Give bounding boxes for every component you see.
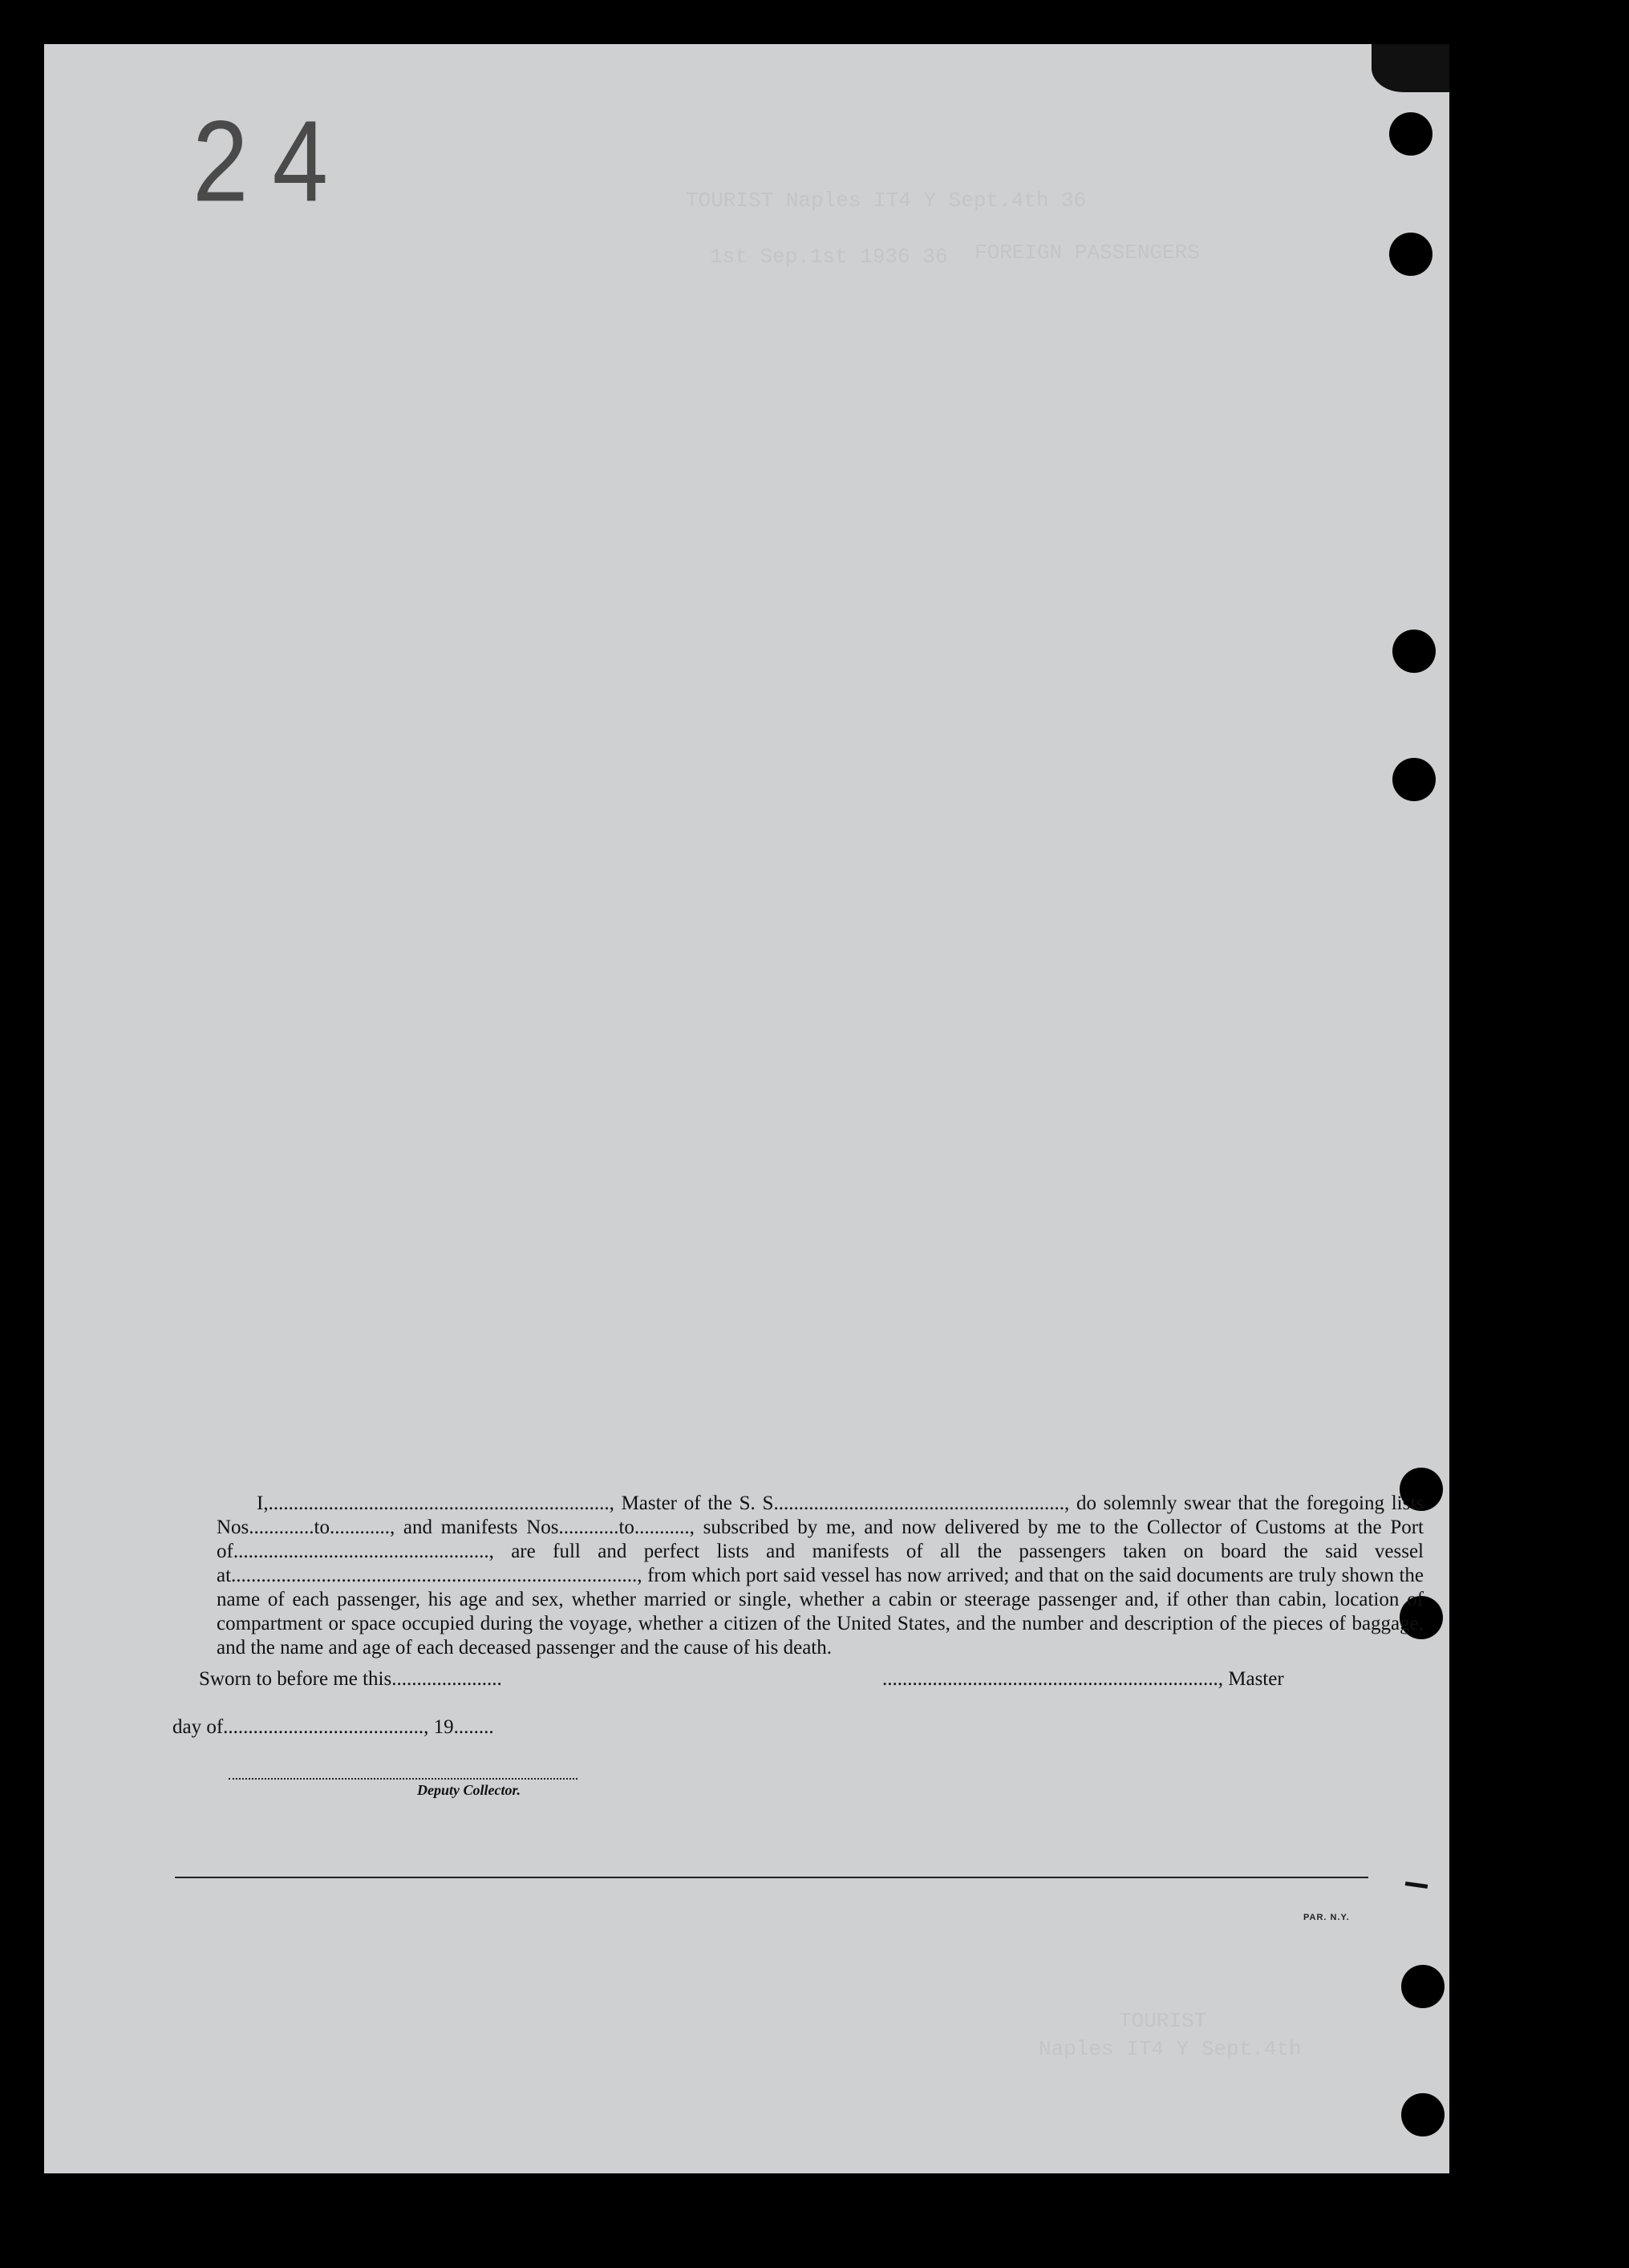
day-line: day of........................................, 19........: [172, 1716, 494, 1738]
bleed-through-text: TOURIST Naples IT4 Y Sept.4th 36: [686, 188, 1087, 213]
bleed-through-text: FOREIGN PASSENGERS: [975, 241, 1200, 265]
torn-corner: [1372, 44, 1449, 92]
punch-hole: [1392, 630, 1436, 673]
master-oath: [217, 1492, 1424, 1660]
master-signature-line: ..................................................................., Master: [882, 1668, 1284, 1690]
deputy-signature-line: [229, 1778, 577, 1780]
punch-hole: [1392, 758, 1436, 801]
punch-hole: [1401, 1965, 1445, 2008]
bleed-through-text: TOURIST: [1119, 2009, 1207, 2033]
sworn-line: Sworn to before me this......................: [199, 1668, 502, 1690]
punch-hole: [1401, 2093, 1445, 2136]
punch-hole: [1389, 112, 1432, 156]
edge-tick: [1405, 1881, 1428, 1889]
punch-hole: [1389, 233, 1432, 276]
page-number: 24: [192, 97, 353, 226]
bleed-through-text: 1st Sep.1st 1936 36: [710, 245, 948, 269]
manifest-page: [44, 44, 1449, 2173]
printer-mark: PAR. N.Y.: [1303, 1913, 1350, 1922]
bleed-through-text: Naples IT4 Y Sept.4th: [1039, 2037, 1302, 2061]
divider-rule: [175, 1877, 1368, 1878]
oath-text: I,...................................................................., Master of the S. S.........................................................., do solemnly swear that the foregoing lists Nos.............to............, and manifests Nos............to..........., subscribed by me, and now delivered by me to the Collector of Customs at the Port of..................................................., are full and perfect lists and manifests of all the passengers taken on board the said vessel at................................................................................., from which port said vessel has now arrived; and that on the said documents are truly shown the name of each passenger, his age and sex, whether married or single, whether a cabin or steerage passenger and, if other than cabin, location of compartment or space occupied during the voyage, whether a citizen of the United States, and the number and description of the pieces of baggage, and the name and age of each deceased passenger and the cause of his death.: [217, 1492, 1424, 1658]
deputy-collector-label: Deputy Collector.: [417, 1782, 521, 1798]
